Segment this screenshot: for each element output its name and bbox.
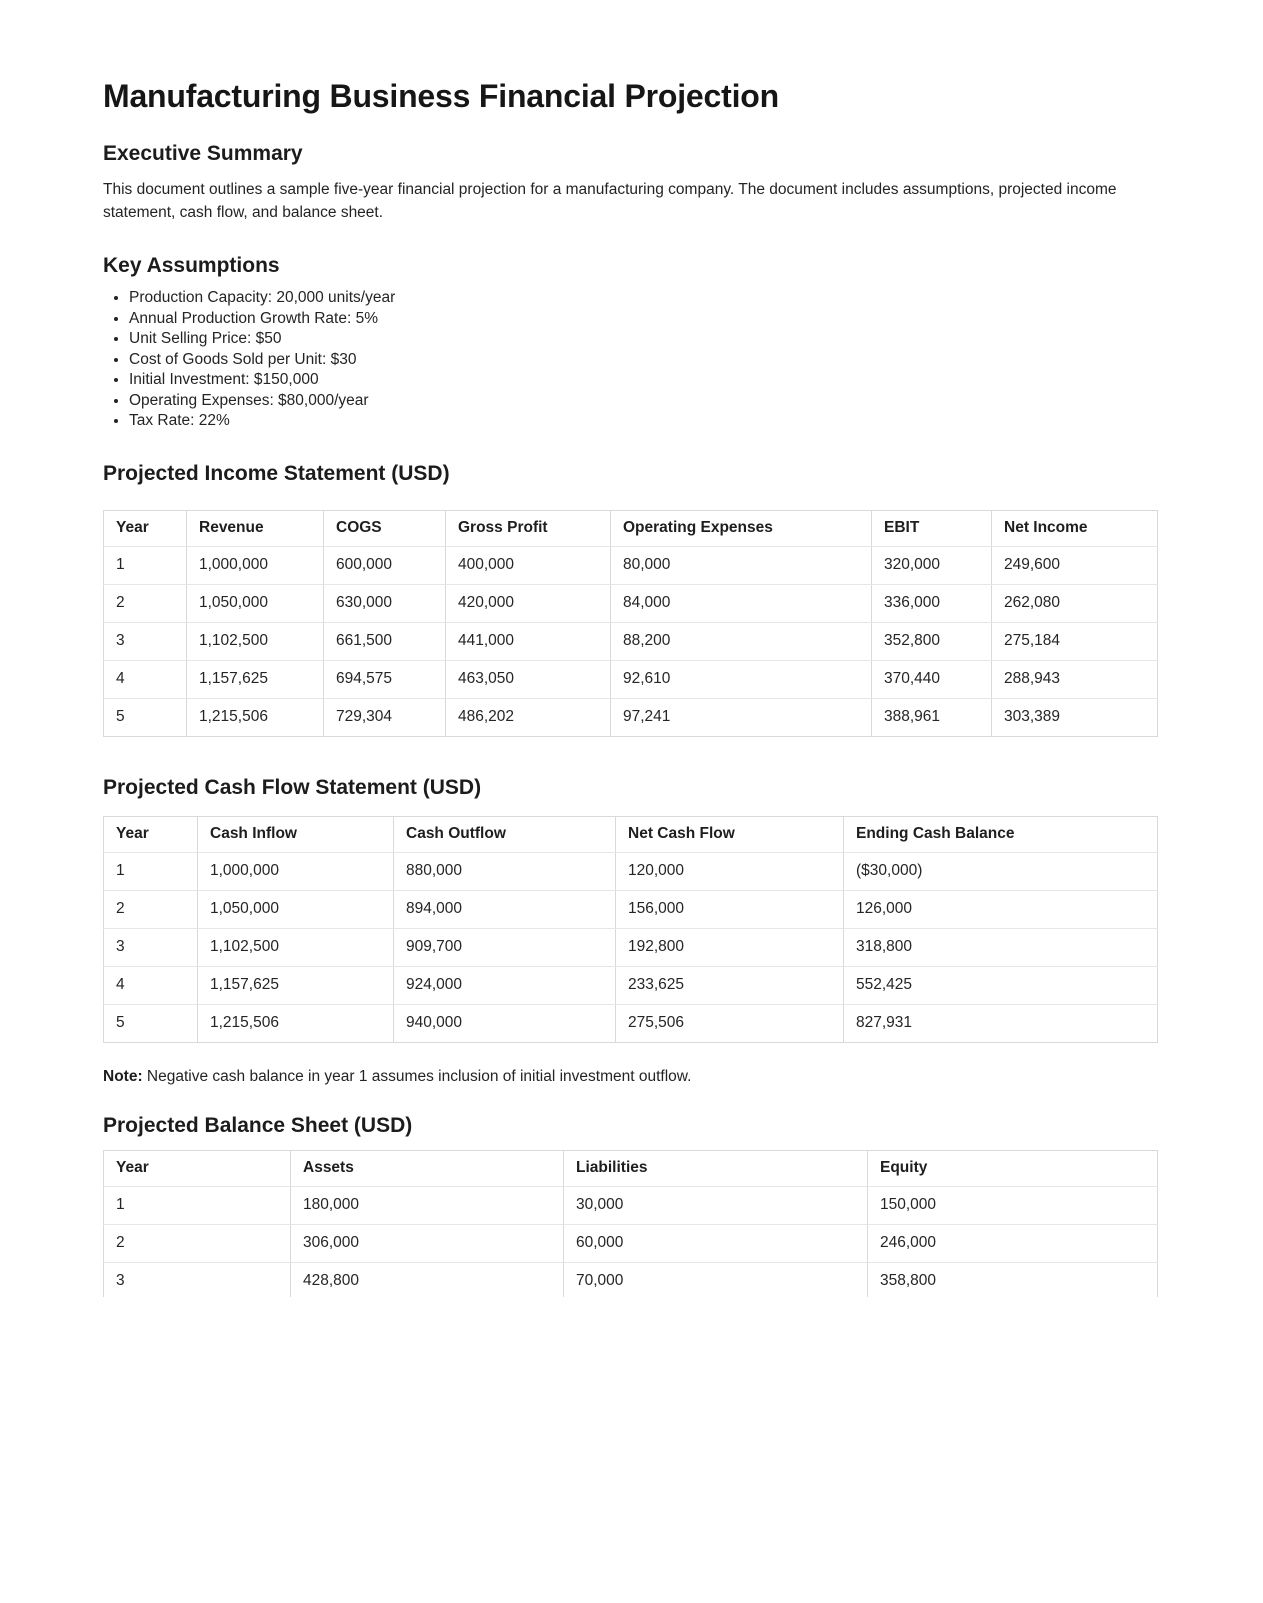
table-cell: 694,575 [324,660,446,698]
table-cell: 1,215,506 [187,698,324,736]
column-header: Assets [291,1150,564,1186]
column-header: Gross Profit [446,510,611,546]
table-cell: 1,000,000 [187,546,324,584]
column-header: Liabilities [564,1150,868,1186]
table-cell: 126,000 [844,890,1158,928]
table-cell: 120,000 [616,852,844,890]
table-cell: 5 [104,698,187,736]
table-cell: 352,800 [872,622,992,660]
table-cell: 156,000 [616,890,844,928]
table-cell: 3 [104,928,198,966]
section-heading-balance-sheet: Projected Balance Sheet (USD) [103,1113,413,1137]
table-cell: 909,700 [394,928,616,966]
table-cell: 1,157,625 [198,966,394,1004]
table-cell: 180,000 [291,1186,564,1224]
table-cell: 827,931 [844,1004,1158,1042]
balance-sheet-table [103,1150,1158,1298]
table-cell: 880,000 [394,852,616,890]
note-label: Note: [103,1067,143,1085]
table-cell: 97,241 [611,698,872,736]
table-cell: 275,184 [992,622,1158,660]
cash-flow-note [103,1065,1157,1088]
table-cell: 2 [104,584,187,622]
table-cell: 192,800 [616,928,844,966]
column-header: Net Cash Flow [616,816,844,852]
table-cell: 1,102,500 [187,622,324,660]
column-header: Year [104,1150,291,1186]
table-cell: 1 [104,1186,291,1224]
table-cell: 358,800 [868,1262,1158,1297]
table-cell: 84,000 [611,584,872,622]
table-row [104,966,1158,1004]
section-heading-executive-summary: Executive Summary [103,142,303,165]
column-header: COGS [324,510,446,546]
page-title: Manufacturing Business Financial Projection [103,78,779,114]
table-cell: 336,000 [872,584,992,622]
table-cell: 318,800 [844,928,1158,966]
table-cell: 150,000 [868,1186,1158,1224]
column-header: Year [104,510,187,546]
column-header: Cash Inflow [198,816,394,852]
table-cell: 420,000 [446,584,611,622]
table-row [104,584,1158,622]
table-header-row [104,816,1158,852]
table-cell: 60,000 [564,1224,868,1262]
table-row [104,660,1158,698]
table-cell: 3 [104,1262,291,1297]
table-cell: 441,000 [446,622,611,660]
table-cell: 233,625 [616,966,844,1004]
table-cell: 92,610 [611,660,872,698]
income-statement-table [103,510,1158,737]
list-item: • Annual Production Growth Rate: 5% [129,309,1157,330]
column-header: Cash Outflow [394,816,616,852]
list-item: • Tax Rate: 22% [129,411,1157,432]
table-cell: 630,000 [324,584,446,622]
table-cell: 1,050,000 [187,584,324,622]
table-cell: 246,000 [868,1224,1158,1262]
table-row [104,698,1158,736]
column-header: Operating Expenses [611,510,872,546]
table-cell: 2 [104,890,198,928]
table-cell: 1,050,000 [198,890,394,928]
column-header: Year [104,816,198,852]
table-row [104,1224,1158,1262]
table-row [104,890,1158,928]
table-cell: 486,202 [446,698,611,736]
table-cell: 3 [104,622,187,660]
column-header: Net Income [992,510,1158,546]
cash-flow-table [103,816,1158,1043]
table-cell: 600,000 [324,546,446,584]
table-cell: 5 [104,1004,198,1042]
table-row [104,1262,1158,1297]
section-heading-income-statement: Projected Income Statement (USD) [103,461,450,485]
list-item: • Production Capacity: 20,000 units/year [129,288,1157,309]
table-cell: 894,000 [394,890,616,928]
table-cell: 428,800 [291,1262,564,1297]
table-cell: 924,000 [394,966,616,1004]
list-item: • Unit Selling Price: $50 [129,329,1157,350]
table-row [104,1186,1158,1224]
note-text: Negative cash balance in year 1 assumes inclusion of initial investment outflow. [142,1067,692,1085]
assumptions-list [103,288,1157,432]
table-cell: 249,600 [992,546,1158,584]
table-cell: 940,000 [394,1004,616,1042]
column-header: EBIT [872,510,992,546]
table-cell: 2 [104,1224,291,1262]
table-cell: 370,440 [872,660,992,698]
table-cell: 262,080 [992,584,1158,622]
table-cell: 463,050 [446,660,611,698]
table-cell: 4 [104,966,198,1004]
table-row [104,622,1158,660]
section-heading-key-assumptions: Key Assumptions [103,254,280,277]
table-cell: 303,389 [992,698,1158,736]
table-cell: 400,000 [446,546,611,584]
table-cell: 1 [104,852,198,890]
table-cell: 1,157,625 [187,660,324,698]
table-cell: 88,200 [611,622,872,660]
document-content [103,76,1157,1297]
table-cell: 80,000 [611,546,872,584]
executive-summary-paragraph: This document outlines a sample five-year financial projection for a manufacturing company. The document includes assumptions, projected income statement, cash flow, and balance sheet. [103,181,1117,221]
table-cell: 1,215,506 [198,1004,394,1042]
table-cell: 275,506 [616,1004,844,1042]
table-cell: 552,425 [844,966,1158,1004]
section-heading-cash-flow: Projected Cash Flow Statement (USD) [103,775,482,799]
table-cell: 1,000,000 [198,852,394,890]
table-cell: 1,102,500 [198,928,394,966]
table-cell: 388,961 [872,698,992,736]
table-row [104,546,1158,584]
list-item: • Operating Expenses: $80,000/year [129,391,1157,412]
list-item: • Cost of Goods Sold per Unit: $30 [129,350,1157,371]
list-item: • Initial Investment: $150,000 [129,370,1157,391]
table-cell: 70,000 [564,1262,868,1297]
column-header: Ending Cash Balance [844,816,1158,852]
table-header-row [104,1150,1158,1186]
table-cell: 661,500 [324,622,446,660]
table-row [104,928,1158,966]
table-cell: 1 [104,546,187,584]
column-header: Revenue [187,510,324,546]
table-cell: 30,000 [564,1186,868,1224]
table-cell: 306,000 [291,1224,564,1262]
table-cell: 288,943 [992,660,1158,698]
table-row [104,852,1158,890]
table-header-row [104,510,1158,546]
table-cell: 4 [104,660,187,698]
table-cell: 729,304 [324,698,446,736]
table-cell: ($30,000) [844,852,1158,890]
column-header: Equity [868,1150,1158,1186]
table-row [104,1004,1158,1042]
table-cell: 320,000 [872,546,992,584]
